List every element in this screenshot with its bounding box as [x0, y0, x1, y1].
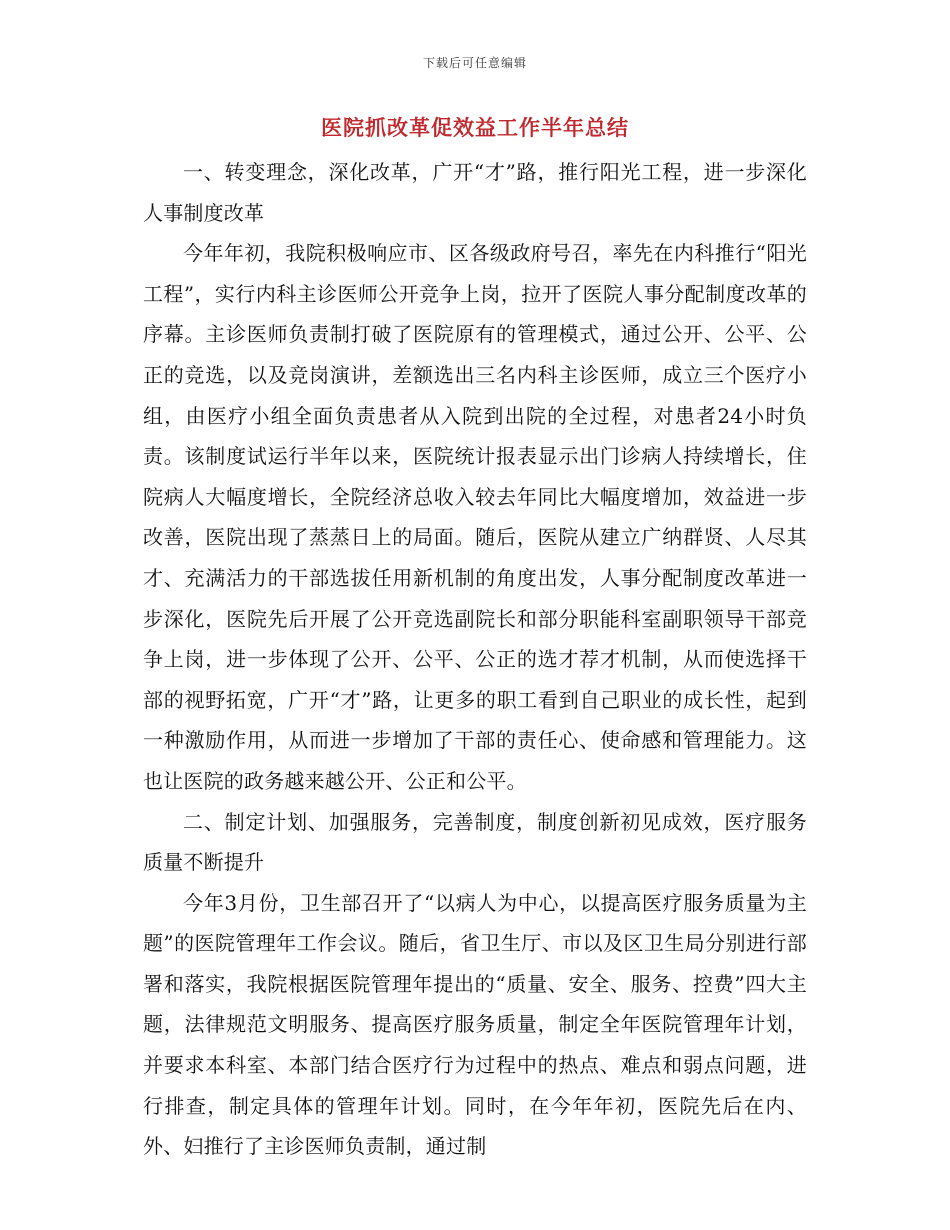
header-note: 下载后可任意编辑	[422, 56, 527, 70]
section-heading-1: 一、转变理念，深化改革，广开“才”路，推行阳光工程，进一步深化人事制度改革	[143, 160, 807, 225]
document-body	[143, 152, 807, 1167]
paragraph-2: 今年3月份，卫生部召开了“以病人为中心，以提高医疗服务质量为主题”的医院管理年工作会议。随后，省卫生厅、市以及区卫生局分别进行部署和落实，我院根据医院管理年提出的“质量、安全、服务、控费”四大主题，法律规范文明服务、提高医疗服务质量，制定全年医院管理年计划，并要求本科室、本部门结合医疗行为过程中的热点、难点和弱点问题，进行排查，制定具体的管理年计划。同时，在今年年初，医院先后在内、外、妇推行了主诊医师负责制，通过制	[143, 890, 807, 1159]
paragraph-1: 今年年初，我院积极响应市、区各级政府号召，率先在内科推行“阳光工程”，实行内科主诊医师公开竞争上岗，拉开了医院人事分配制度改革的序幕。主诊医师负责制打破了医院原有的管理模式，通过公开、公平、公正的竞选，以及竞岗演讲，差额选出三名内科主诊医师，成立三个医疗小组，由医疗小组全面负责患者从入院到出院的全过程，对患者24小时负责。该制度试运行半年以来，医院统计报表显示出门诊病人持续增长，住院病人大幅度增长，全院经济总收入较去年同比大幅度增加，效益进一步改善，医院出现了蒸蒸日上的局面。随后，医院从建立广纳群贤、人尽其才、充满活力的干部选拔任用新机制的角度出发，人事分配制度改革进一步深化，医院先后开展了公开竞选副院长和部分职能科室副职领导干部竞争上岗，进一步体现了公开、公平、公正的选才荐才机制，从而使选择干部的视野拓宽，广开“才”路，让更多的职工看到自己职业的成长性，起到一种激励作用，从而进一步增加了干部的责任心、使命感和管理能力。这也让医院的政务越来越公开、公正和公平。	[143, 241, 807, 793]
section-heading-2: 二、制定计划、加强服务，完善制度，制度创新初见成效，医疗服务质量不断提升	[143, 809, 807, 875]
document-title: 医院抓改革促效益工作半年总结	[321, 116, 629, 140]
